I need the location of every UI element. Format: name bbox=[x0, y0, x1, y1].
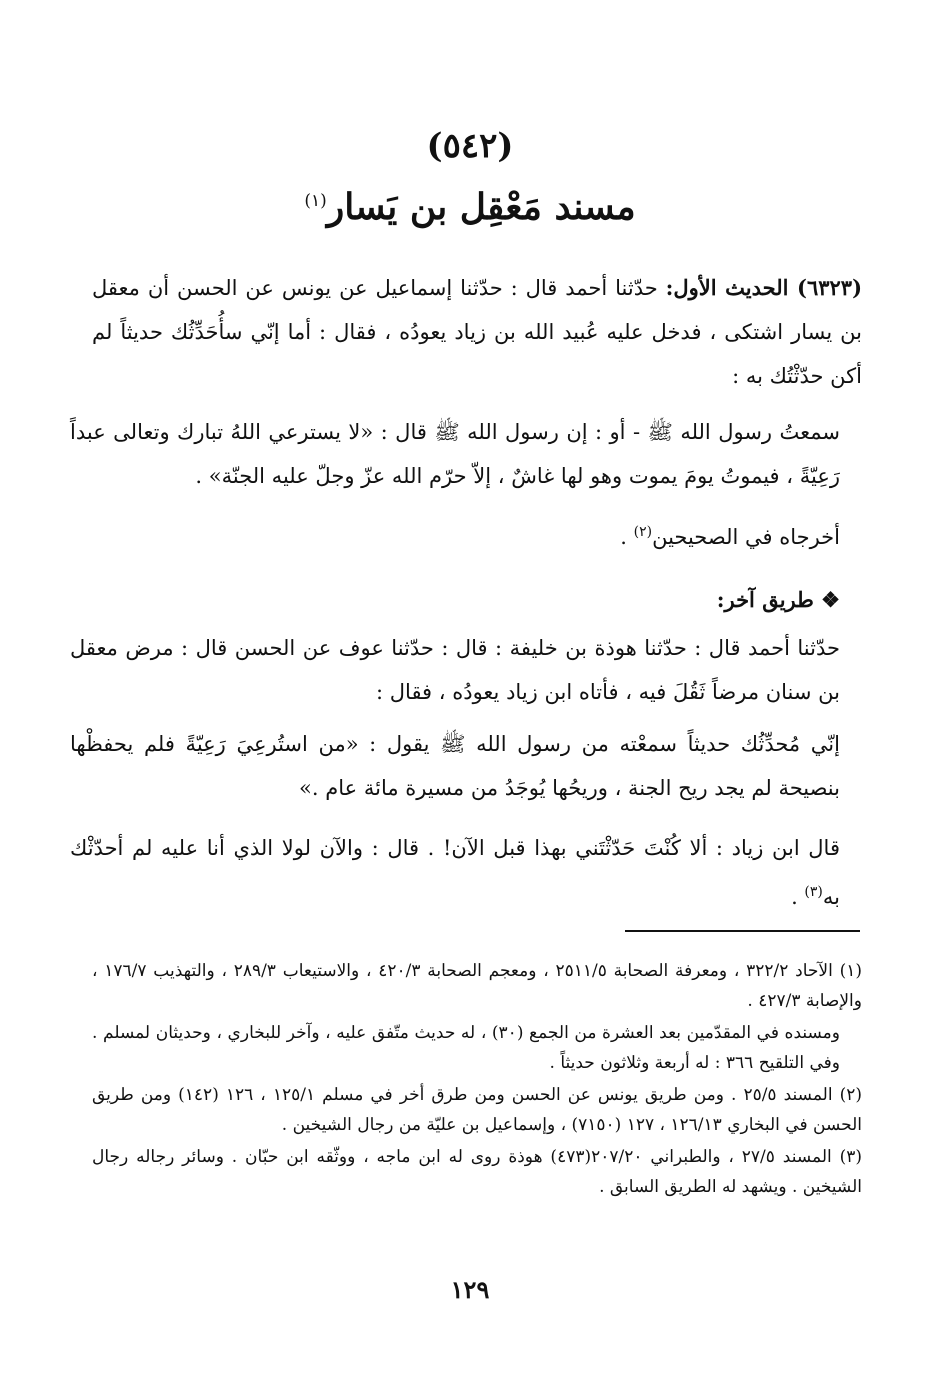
hadith-source-text: أخرجاه في الصحيحين bbox=[652, 525, 840, 549]
footnote-1 bbox=[92, 956, 862, 1016]
footnote-text: المسند ٢٥/٥ . ومن طريق يونس عن الحسن ومن طرق أخر في مسلم ١٢٥/١ ، ١٢٦ (١٤٢) ومن طريق الحسن في البخاري ١٢٦/١٣ ، ١٢٧ (٧١٥٠) ، وإسماعيل بن عليّة من رجال الشيخين . bbox=[92, 1085, 862, 1135]
footnote-marker: (٢) bbox=[839, 1085, 863, 1105]
alt-route-text: إنّي مُحدِّثُك حديثاً سمعْته من رسول الله ﷺ يقول : «من استُرعِيَ رَعِيّةً فلم يحفظْها بنصيحة لم يجد ريح الجنة ، وريحُها يُوجَدُ من مسيرة مائة عام .» bbox=[70, 732, 840, 800]
hadith-label: (٦٣٢٣) الحديث الأول: bbox=[665, 275, 862, 300]
alt-route-heading-text: طريق آخر: bbox=[716, 587, 814, 612]
footnote-text: ومسنده في المقدّمين بعد العشرة من الجمع (٣٠) ، له حديث متّفق عليه ، وآخر للبخاري ، وحديثان لمسلم . وفي التلقيح ٣٦٦ : له أربعة وثلاثون حديثاً . bbox=[92, 1023, 840, 1073]
alt-route-closing-end: . bbox=[791, 885, 805, 909]
footnote-marker: (٣) bbox=[839, 1147, 863, 1167]
alt-route-closing bbox=[70, 826, 862, 919]
chapter-title-text: مسند مَعْقِل بن يَسار bbox=[326, 186, 636, 228]
footnote-marker: (١) bbox=[839, 961, 862, 981]
hadith-source: أخرجاه في الصحيحين$^{(٢)}$ . bbox=[620, 524, 840, 549]
alt-route-heading bbox=[70, 578, 862, 622]
footnote-2 bbox=[92, 1080, 862, 1140]
footnote-1-continued bbox=[92, 1018, 862, 1078]
footnote-text: الآحاد ٣٢٢/٢ ، ومعرفة الصحابة ٢٥١١/٥ ، ومعجم الصحابة ٤٢٠/٣ ، والاستيعاب ٢٨٩/٣ ، والتهذيب ١٧٦/٧ ، والإصابة ٤٢٧/٣ . bbox=[92, 961, 862, 1011]
chapter-title bbox=[0, 186, 940, 228]
hadith-chain-paragraph bbox=[92, 266, 862, 398]
hadith-text: سمعتُ رسول الله ﷺ - أو : إن رسول الله ﷺ قال : «لا يسترعي اللهُ تبارك وتعالى عبداً رَعِيّةً ، فيموتُ يومَ يموت وهو لها غاشٌ ، إلاّ حرّم الله عزّ وجلّ عليه الجنّة» . bbox=[70, 420, 840, 488]
footnote-divider bbox=[625, 930, 860, 932]
footnote-ref-3: (٣) bbox=[804, 884, 823, 900]
footnote-ref-1: (١) bbox=[304, 191, 327, 211]
hadith-chain: حدّثنا أحمد قال : حدّثنا إسماعيل عن يونس عن الحسن أن معقل بن يسار اشتكى ، فدخل عليه عُبيد الله بن زياد يعودُه ، فقال : أما إنّي سأُحَدِّثُك حديثاً لم أكن حدّثْتُك به : bbox=[92, 276, 862, 388]
footnotes bbox=[92, 956, 862, 1204]
footnote-ref-2: (٢) bbox=[633, 524, 653, 540]
alt-route-chain: حدّثنا أحمد قال : حدّثنا هوذة بن خليفة : قال : حدّثنا عوف عن الحسن قال : مرض معقل بن سنان مرضاً ثَقُلَ فيه ، فأتاه ابن زياد يعودُه ، فقال : bbox=[70, 636, 840, 704]
page-number: ١٢٩ bbox=[450, 1275, 490, 1304]
diamond-bullet-icon: ❖ bbox=[821, 587, 840, 612]
chapter-number: (٥٤٢) bbox=[426, 126, 514, 166]
footnote-text: المسند ٢٧/٥ ، والطبراني ٢٠٧/٢٠(٤٧٣) هوذة روى له ابن ماجه ، ووثّقه ابن حبّان . وسائر رجاله رجال الشيخين . ويشهد له الطريق السابق . bbox=[92, 1147, 862, 1197]
footnote-3 bbox=[92, 1142, 862, 1202]
alt-route-closing-text: قال ابن زياد : ألا كُنْتَ حَدّثْتَني بهذا قبل الآن! . قال : والآن لولا الذي أنا عليه لم أحدّثْك به bbox=[70, 836, 840, 909]
